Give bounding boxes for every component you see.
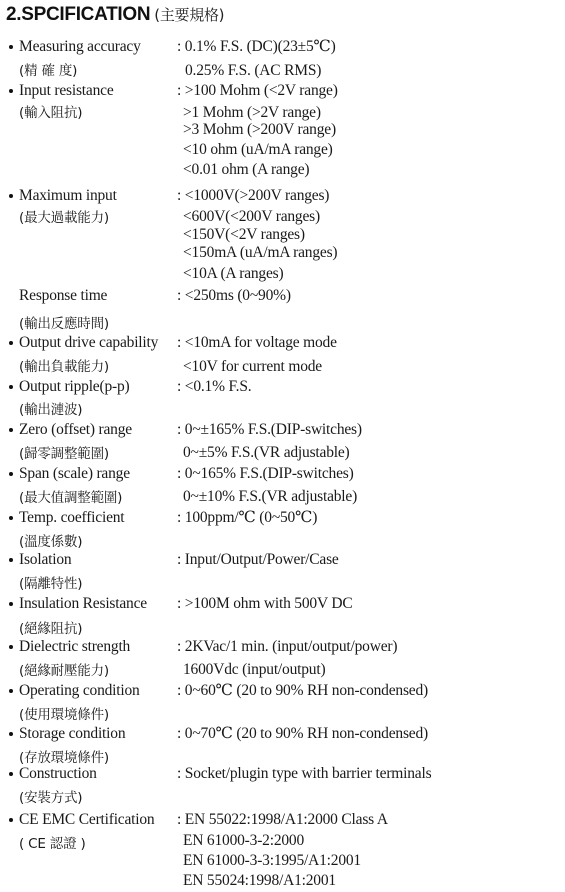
spec-label-chinese: (精 確 度): [19, 63, 78, 79]
spec-value: EN 61000-3-2:2000: [183, 832, 305, 849]
spec-label-chinese: (溫度係數): [19, 534, 83, 550]
bullet-dot: [9, 558, 13, 562]
spec-value: : Socket/plugin type with barrier terminals: [177, 765, 432, 782]
spec-label: Construction: [19, 765, 97, 782]
spec-value: : 0~60℃ (20 to 90% RH non-condensed): [177, 682, 428, 699]
spec-value: : 0~165% F.S.(DIP-switches): [177, 465, 354, 482]
spec-value: <10V for current mode: [183, 358, 322, 375]
spec-value: : 100ppm/℃ (0~50℃): [177, 509, 318, 526]
spec-value: <10A (A ranges): [183, 265, 284, 282]
spec-value: <0.01 ohm (A range): [183, 161, 310, 178]
spec-label: Measuring accuracy: [19, 38, 141, 55]
spec-value: EN 61000-3-3:1995/A1:2001: [183, 852, 361, 869]
bullet-dot: [9, 516, 13, 520]
spec-value: : 2KVac/1 min. (input/output/power): [177, 638, 398, 655]
bullet-dot: [9, 689, 13, 693]
spec-label: CE EMC Certification: [19, 811, 155, 828]
spec-value: 0.25% F.S. (AC RMS): [185, 62, 322, 79]
bullet-dot: [9, 45, 13, 49]
spec-label-chinese: (輸出反應時間): [19, 316, 109, 332]
spec-value: 1600Vdc (input/output): [183, 661, 326, 678]
spec-value: : <1000V(>200V ranges): [177, 187, 330, 204]
bullet-dot: [9, 772, 13, 776]
page-title: [6, 4, 224, 26]
bullet-dot: [9, 818, 13, 822]
spec-label: Insulation Resistance: [19, 595, 147, 612]
spec-value: : <10mA for voltage mode: [177, 334, 337, 351]
spec-value: 0~±10% F.S.(VR adjustable): [183, 488, 358, 505]
spec-value: : EN 55022:1998/A1:2000 Class A: [177, 811, 388, 828]
spec-value: : <250ms (0~90%): [177, 287, 291, 304]
spec-value: : >100M ohm with 500V DC: [177, 595, 353, 612]
spec-label-chinese: (隔離特性): [19, 576, 83, 592]
spec-label-chinese: ( CE 認證 ): [19, 836, 86, 852]
spec-label: Output ripple(p-p): [19, 378, 130, 395]
spec-value: : 0.1% F.S. (DC)(23±5℃): [177, 38, 336, 55]
bullet-dot: [9, 341, 13, 345]
spec-label: Response time: [19, 287, 108, 304]
spec-label-chinese: (絕緣阻抗): [19, 621, 83, 637]
title-chinese: (主要規格): [154, 6, 225, 24]
spec-label-chinese: (輸入阻抗): [19, 105, 83, 121]
spec-label-chinese: (歸零調整範圍): [19, 446, 109, 462]
spec-value: : 0~70℃ (20 to 90% RH non-condensed): [177, 725, 428, 742]
spec-label-chinese: (存放環境條件): [19, 750, 109, 766]
spec-value: <10 ohm (uA/mA range): [183, 141, 333, 158]
spec-label-chinese: (最大過載能力): [19, 210, 109, 226]
spec-label: Temp. coefficient: [19, 509, 125, 526]
spec-label-chinese: (使用環境條件): [19, 707, 109, 723]
spec-label: Span (scale) range: [19, 465, 130, 482]
spec-label: Maximum input: [19, 187, 117, 204]
spec-label-chinese: (輸出漣波): [19, 402, 83, 418]
bullet-dot: [9, 89, 13, 93]
spec-label: Operating condition: [19, 682, 140, 699]
bullet-dot: [9, 194, 13, 198]
spec-value: <150V(<2V ranges): [183, 226, 305, 243]
bullet-dot: [9, 732, 13, 736]
bullet-dot: [9, 645, 13, 649]
spec-label: Zero (offset) range: [19, 421, 132, 438]
spec-label: Dielectric strength: [19, 638, 131, 655]
spec-value: 0~±5% F.S.(VR adjustable): [183, 444, 350, 461]
spec-value: : <0.1% F.S.: [177, 378, 252, 395]
spec-label-chinese: (輸出負載能力): [19, 359, 109, 375]
spec-label-chinese: (最大值調整範圍): [19, 490, 123, 506]
spec-value: <600V(<200V ranges): [183, 208, 320, 225]
spec-label-chinese: (絕緣耐壓能力): [19, 663, 109, 679]
bullet-dot: [9, 428, 13, 432]
bullet-dot: [9, 385, 13, 389]
spec-value: EN 55024:1998/A1:2001: [183, 872, 336, 889]
spec-value: : Input/Output/Power/Case: [177, 551, 339, 568]
spec-value: : >100 Mohm (<2V range): [177, 82, 338, 99]
bullet-dot: [9, 602, 13, 606]
spec-label: Output drive capability: [19, 334, 159, 351]
spec-label-chinese: (安裝方式): [19, 790, 83, 806]
spec-value: >1 Mohm (>2V range): [183, 104, 321, 121]
spec-label: Storage condition: [19, 725, 126, 742]
spec-label: Isolation: [19, 551, 72, 568]
spec-label: Input resistance: [19, 82, 114, 99]
spec-value: <150mA (uA/mA ranges): [183, 244, 338, 261]
bullet-dot: [9, 472, 13, 476]
title-text: 2.SPCIFICATION: [6, 4, 151, 25]
spec-value: : 0~±165% F.S.(DIP-switches): [177, 421, 362, 438]
spec-value: >3 Mohm (>200V range): [183, 121, 336, 138]
